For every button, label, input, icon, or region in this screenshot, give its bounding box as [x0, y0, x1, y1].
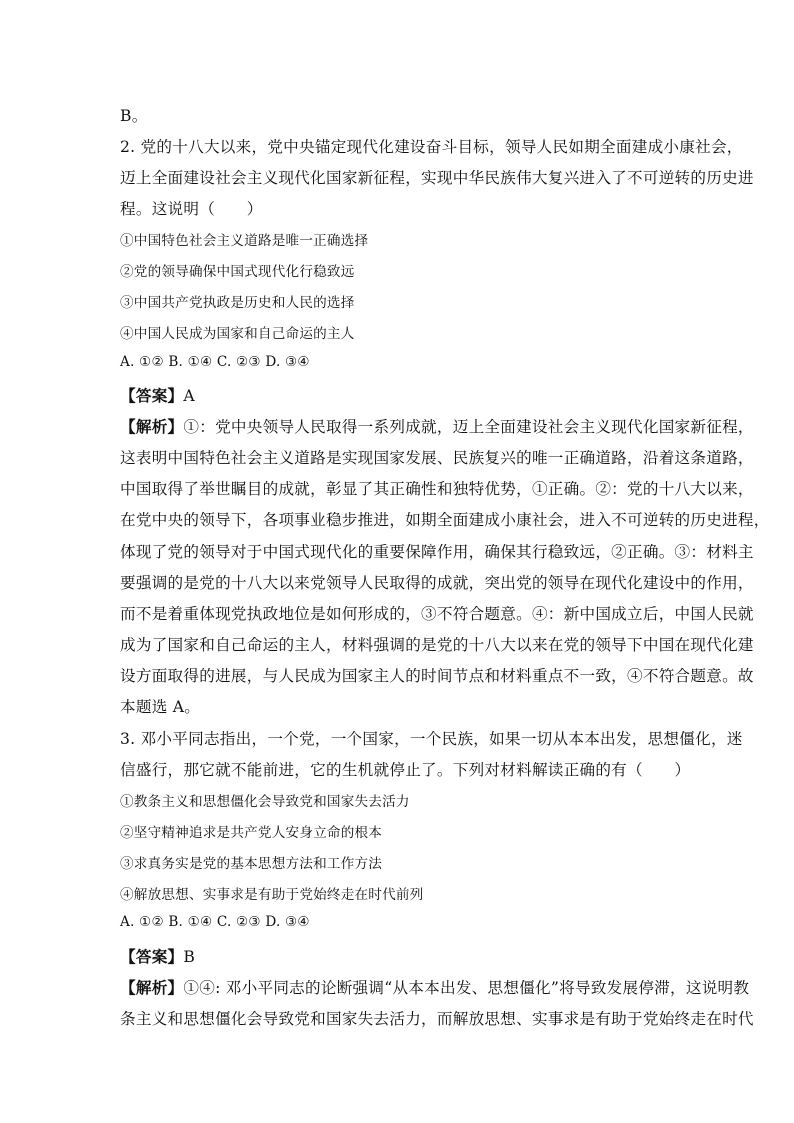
q2-answer-tag: 【答案】 — [120, 386, 184, 405]
q3-item-3: ③求真务实是党的基本思想方法和工作方法 — [120, 856, 383, 872]
q2-analysis-line-8: 成为了国家和自己命运的主人，材料强调的是党的十八大以来在党的领导下中国在现代化建 — [120, 636, 754, 654]
q3-analysis-line-1 — [120, 976, 750, 998]
q3-stem-line-1: 3. 邓小平同志指出，一个党，一个国家，一个民族，如果一切从本本出发，思想僵化，迷 — [120, 730, 743, 748]
q2-stem-line-3: 程。这说明（ ） — [120, 200, 263, 218]
q3-answer-tag: 【答案】 — [120, 947, 184, 966]
q2-stem-line-2: 迈上全面建设社会主义现代化国家新征程，实现中华民族伟大复兴进入了不可逆转的历史进 — [120, 169, 754, 187]
q3-answer — [120, 945, 680, 967]
q2-analysis-first: ①：党中央领导人民取得一系列成就，迈上全面建设社会主义现代化国家新征程， — [183, 418, 754, 436]
q2-item-1: ①中国特色社会主义道路是唯一正确选择 — [120, 233, 369, 249]
q3-analysis-tag: 【解析】 — [120, 978, 184, 997]
q3-stem-line-2: 信盛行，那它就不能前进，它的生机就停止了。下列对材料解读正确的有（ ） — [120, 761, 691, 779]
q2-analysis-line-3: 中国取得了举世瞩目的成就，彰显了其正确性和独特优势，①正确。②：党的十八大以来， — [120, 480, 754, 498]
q2-item-3: ③中国共产党执政是历史和人民的选择 — [120, 295, 355, 311]
q2-answer-value: A — [183, 387, 195, 405]
q3-item-4: ④解放思想、实事求是有助于党始终走在时代前列 — [120, 887, 424, 903]
q2-analysis-line-5: 体现了党的领导对于中国式现代化的重要保障作用，确保其行稳致远，②正确。③：材料主 — [120, 543, 754, 561]
q3-analysis-first: ①④: 邓小平同志的论断强调“从本本出发、思想僵化”将导致发展停滞，这说明教 — [183, 979, 750, 997]
q2-analysis-tag: 【解析】 — [120, 417, 184, 436]
q2-item-2: ②党的领导确保中国式现代化行稳致远 — [120, 264, 355, 280]
q2-item-4: ④中国人民成为国家和自己命运的主人 — [120, 326, 355, 342]
q2-analysis-line-9: 设方面取得的进展，与人民成为国家主人的时间节点和材料重点不一致，④不符合题意。故 — [120, 667, 754, 685]
q3-analysis-line-2: 条主义和思想僵化会导致党和国家失去活力，而解放思想、实事求是有助于党始终走在时代 — [120, 1010, 754, 1028]
q3-item-1: ①教条主义和思想僵化会导致党和国家失去活力 — [120, 794, 410, 810]
q2-analysis-line-4: 在党中央的领导下，各项事业稳步推进，如期全面建成小康社会，进入不可逆转的历史进程， — [120, 511, 770, 529]
q2-analysis-line-2: 这表明中国特色社会主义道路是实现国家发展、民族复兴的唯一正确道路，沿着这条道路， — [120, 449, 754, 467]
q2-analysis-line-10: 本题选 A。 — [120, 698, 201, 716]
q2-analysis-line-7: 而不是着重体现党执政地位是如何形成的，③不符合题意。④：新中国成立后，中国人民就 — [120, 605, 754, 623]
q3-item-2: ②坚守精神追求是共产党人安身立命的根本 — [120, 825, 383, 841]
q2-analysis-line-1 — [120, 415, 754, 437]
q2-stem-line-1: 2. 党的十八大以来，党中央锚定现代化建设奋斗目标，领导人民如期全面建成小康社会， — [120, 138, 743, 156]
q2-choices: A. ①② B. ①④ C. ②③ D. ③④ — [120, 354, 310, 370]
previous-answer-tail: B。 — [120, 107, 148, 125]
q2-answer — [120, 384, 680, 406]
q3-answer-value: B — [183, 948, 196, 966]
q3-choices: A. ①② B. ①④ C. ②③ D. ③④ — [120, 914, 310, 930]
q2-analysis-line-6: 要强调的是党的十八大以来党领导人民取得的成就，突出党的领导在现代化建设中的作用， — [120, 574, 754, 592]
